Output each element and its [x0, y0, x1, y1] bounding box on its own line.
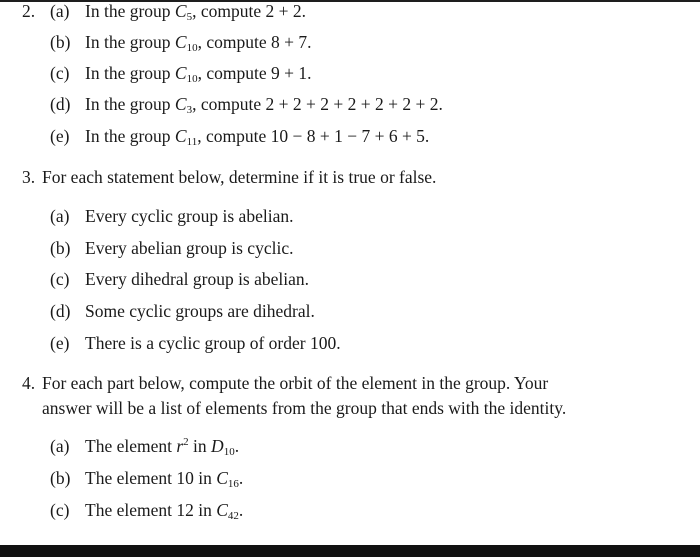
part-label: (e)	[50, 333, 70, 353]
part-label: (a)	[50, 1, 70, 21]
part-text: In the group $C_3$, compute 2 + 2 + 2 + 2 + 2 + 2 + 2.	[85, 94, 443, 116]
problem-number: 4.	[22, 373, 36, 393]
problem-number: 2.	[22, 1, 36, 21]
part-text: There is a cyclic group of order 100.	[85, 333, 341, 353]
part-text: In the group $C_{11}$, compute 10 − 8 + 1 − 7 + 6 + 5.	[85, 126, 430, 148]
part-text: The element 12 in $C_{42}$.	[85, 500, 244, 522]
part-label: (d)	[50, 94, 71, 114]
part-label: (d)	[50, 301, 71, 321]
part-label: (c)	[50, 500, 70, 520]
part-label: (b)	[50, 32, 71, 52]
part-text: In the group $C_{10}$, compute 9 + 1.	[85, 63, 312, 85]
part-text: Some cyclic groups are dihedral.	[85, 301, 315, 321]
part-text: The element 10 in $C_{16}$.	[85, 468, 244, 490]
problem-intro: answer will be a list of elements from the group that ends with the identity.	[42, 398, 567, 418]
problem-number: 3.	[22, 167, 36, 187]
part-text: Every cyclic group is abelian.	[85, 206, 294, 226]
bottom-border	[0, 545, 700, 557]
problem-intro: For each statement below, determine if it is true or false.	[42, 167, 437, 187]
part-label: (a)	[50, 436, 70, 456]
part-label: (b)	[50, 238, 71, 258]
part-label: (c)	[50, 269, 70, 289]
part-label: (e)	[50, 126, 70, 146]
part-label: (b)	[50, 468, 71, 488]
part-text: In the group $C_{10}$, compute 8 + 7.	[85, 32, 312, 54]
part-text: The element $r^2$ in $D_{10}$.	[85, 436, 240, 458]
part-label: (a)	[50, 206, 70, 226]
part-text: Every abelian group is cyclic.	[85, 238, 294, 258]
part-label: (c)	[50, 63, 70, 83]
part-text: Every dihedral group is abelian.	[85, 269, 310, 289]
problem-intro: For each part below, compute the orbit of the element in the group. Your	[42, 373, 549, 393]
part-text: In the group $C_5$, compute 2 + 2.	[85, 1, 306, 23]
